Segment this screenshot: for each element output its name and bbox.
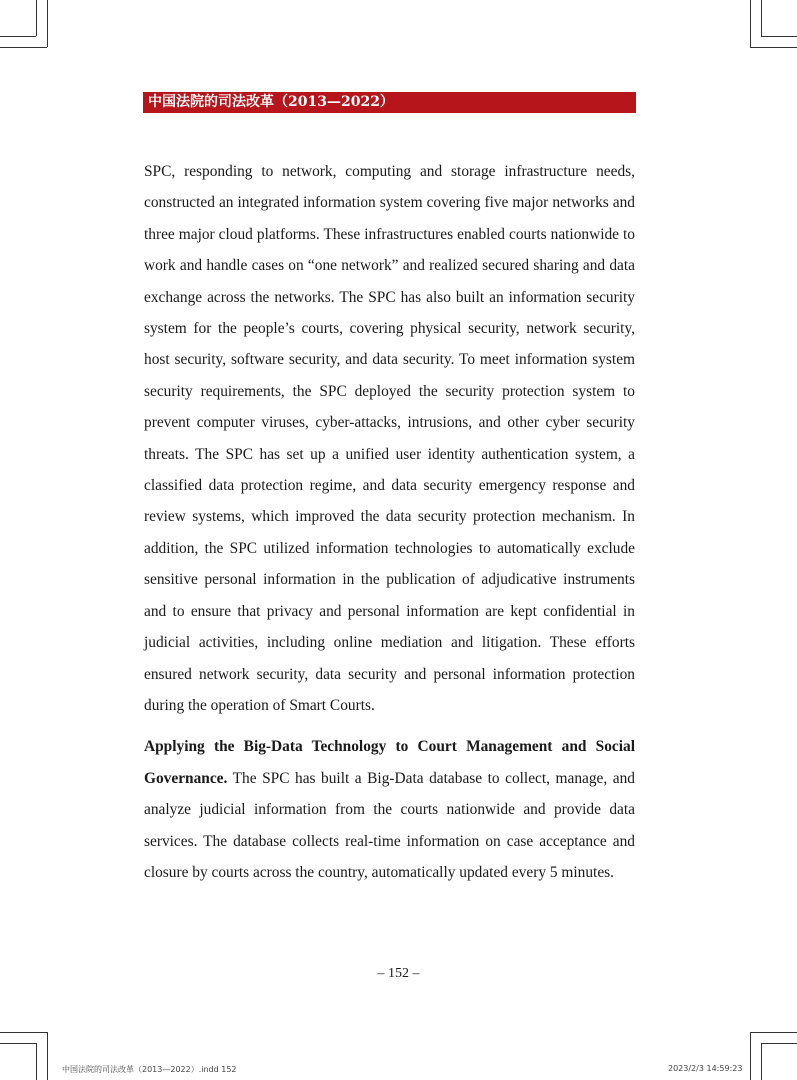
footer-timestamp: 2023/2/3 14:59:23 xyxy=(668,1064,743,1073)
crop-mark xyxy=(750,1032,751,1080)
crop-mark xyxy=(761,0,762,36)
crop-mark xyxy=(750,47,797,48)
crop-mark xyxy=(47,0,48,47)
paragraph-text: The SPC has built a Big-Data database to collect, manage, and analyze judicial information from the courts nationwide and provide data services. The database collects real-time information on case acceptance and closure by courts across the country, automatically updated every 5 minutes. xyxy=(144,769,635,881)
crop-mark xyxy=(36,1043,37,1080)
body-paragraph xyxy=(144,731,635,888)
crop-mark xyxy=(750,1032,797,1033)
crop-mark xyxy=(761,1043,762,1080)
crop-mark xyxy=(750,0,751,47)
running-header-title: 中国法院的司法改革（2013—2022） xyxy=(148,94,394,110)
page-number: – 152 – xyxy=(377,966,420,981)
crop-mark xyxy=(0,36,36,37)
page-body xyxy=(144,156,635,888)
crop-mark xyxy=(36,0,37,36)
crop-mark xyxy=(47,1032,48,1080)
crop-mark xyxy=(761,36,797,37)
body-paragraph: SPC, responding to network, computing and storage infrastructure needs, constructed an integrated information system covering five major networks and three major cloud platforms. These infrastructures enabled courts nationwide to work and handle cases on “one network” and realized secured sharing and data exchange across the networks. The SPC has also built an information security system for the people’s courts, covering physical security, network security, host security, software security, and data security. To meet information system security requirements, the SPC deployed the security protection system to prevent computer viruses, cyber-attacks, intrusions, and other cyber security threats. The SPC has set up a unified user identity authentication system, a classified data protection regime, and data security emergency response and review systems, which improved the data security protection mechanism. In addition, the SPC utilized information technologies to automatically exclude sensitive personal information in the publication of adjudicative instruments and to ensure that privacy and personal information are kept confidential in judicial activities, including online mediation and litigation. These efforts ensured network security, data security and personal information protection during the operation of Smart Courts. xyxy=(144,163,635,714)
crop-mark xyxy=(0,1043,36,1044)
crop-mark xyxy=(761,1043,797,1044)
crop-mark xyxy=(0,1032,47,1033)
footer-file-name: 中国法院的司法改革（2013—2022）.indd 152 xyxy=(62,1065,237,1074)
crop-mark xyxy=(0,47,47,48)
running-header-bar xyxy=(143,92,636,113)
section-heading: Applying the Big-Data Technology to Court Management and Social Governance. xyxy=(144,738,635,787)
